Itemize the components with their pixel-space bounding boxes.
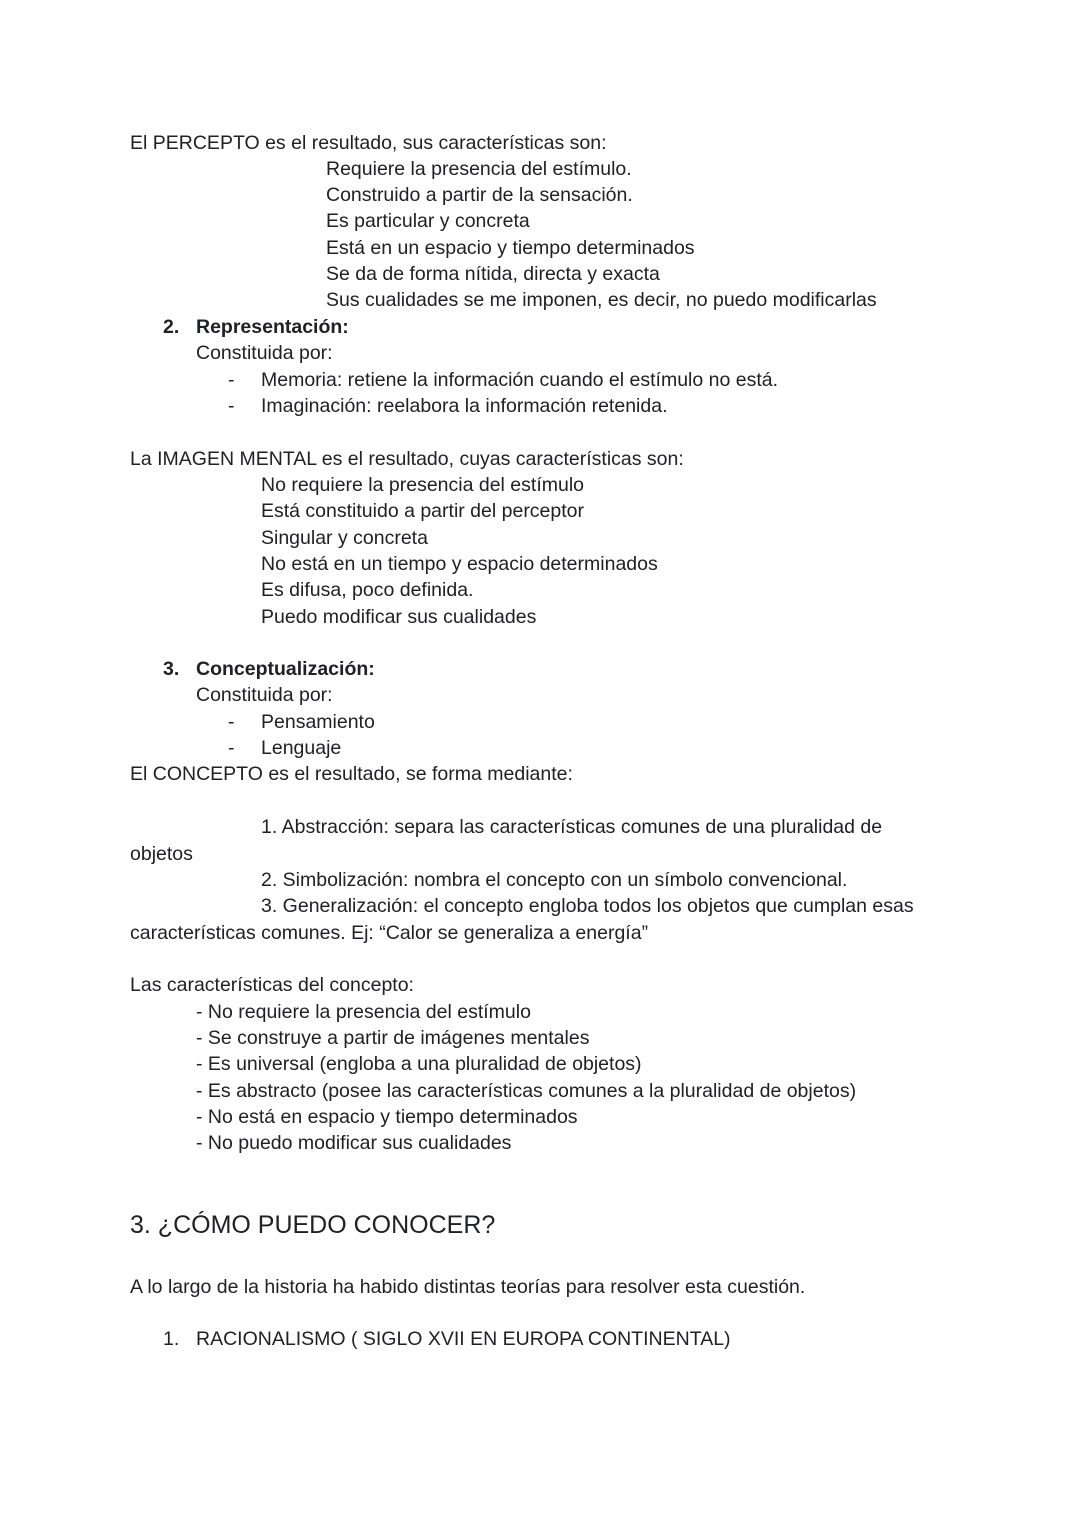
- caracteristicas-intro: Las características del concepto:: [130, 974, 414, 996]
- concepto-generalizacion-cont: características comunes. Ej: “Calor se generaliza a energía”: [130, 922, 649, 944]
- imagen-mental-item: No está en un tiempo y espacio determinados: [261, 553, 658, 575]
- section-intro: A lo largo de la historia ha habido distintas teorías para resolver esta cuestión.: [130, 1276, 806, 1298]
- representacion-item: Imaginación: reelabora la información retenida.: [261, 395, 668, 417]
- list-dash: -: [228, 395, 235, 417]
- caracteristica-item: - No requiere la presencia del estímulo: [196, 1001, 531, 1023]
- percepto-item: Sus cualidades se me imponen, es decir, no puedo modificarlas: [326, 289, 877, 311]
- imagen-mental-item: Puedo modificar sus cualidades: [261, 606, 537, 628]
- representacion-number: 2.: [163, 316, 180, 338]
- concepto-generalizacion: 3. Generalización: el concepto engloba todos los objetos que cumplan esas: [261, 895, 914, 917]
- imagen-mental-intro: La IMAGEN MENTAL es el resultado, cuyas características son:: [130, 448, 684, 470]
- conceptualizacion-title: Conceptualización:: [196, 658, 375, 680]
- conceptualizacion-constituida: Constituida por:: [196, 684, 333, 706]
- imagen-mental-item: No requiere la presencia del estímulo: [261, 474, 585, 496]
- concepto-intro: El CONCEPTO es el resultado, se forma mediante:: [130, 763, 573, 785]
- list-dash: -: [228, 711, 235, 733]
- imagen-mental-item: Singular y concreta: [261, 527, 428, 549]
- caracteristica-item: - Es abstracto (posee las características comunes a la pluralidad de objetos): [196, 1080, 857, 1102]
- caracteristica-item: - Es universal (engloba a una pluralidad de objetos): [196, 1053, 642, 1075]
- list-dash: -: [228, 369, 235, 391]
- representacion-title: Representación:: [196, 316, 349, 338]
- imagen-mental-item: Está constituido a partir del perceptor: [261, 500, 585, 522]
- representacion-item: Memoria: retiene la información cuando el estímulo no está.: [261, 369, 779, 391]
- percepto-item: Está en un espacio y tiempo determinados: [326, 237, 695, 259]
- section-item-text: RACIONALISMO ( SIGLO XVII EN EUROPA CONTINENTAL): [196, 1328, 731, 1350]
- concepto-abstraccion-cont: objetos: [130, 843, 193, 865]
- percepto-item: Es particular y concreta: [326, 210, 530, 232]
- concepto-simbolizacion: 2. Simbolización: nombra el concepto con un símbolo convencional.: [261, 869, 848, 891]
- conceptualizacion-item: Pensamiento: [261, 711, 375, 733]
- percepto-item: Se da de forma nítida, directa y exacta: [326, 263, 660, 285]
- list-dash: -: [228, 737, 235, 759]
- conceptualizacion-item: Lenguaje: [261, 737, 342, 759]
- imagen-mental-item: Es difusa, poco definida.: [261, 579, 474, 601]
- percepto-item: Requiere la presencia del estímulo.: [326, 158, 632, 180]
- section-heading: 3. ¿CÓMO PUEDO CONOCER?: [130, 1211, 496, 1239]
- section-item-number: 1.: [163, 1328, 180, 1350]
- caracteristica-item: - Se construye a partir de imágenes mentales: [196, 1027, 590, 1049]
- caracteristica-item: - No puedo modificar sus cualidades: [196, 1132, 512, 1154]
- percepto-intro: El PERCEPTO es el resultado, sus características son:: [130, 132, 607, 154]
- caracteristica-item: - No está en espacio y tiempo determinados: [196, 1106, 578, 1128]
- representacion-constituida: Constituida por:: [196, 342, 333, 364]
- percepto-item: Construido a partir de la sensación.: [326, 184, 633, 206]
- concepto-abstraccion: 1. Abstracción: separa las características comunes de una pluralidad de: [261, 816, 883, 838]
- conceptualizacion-number: 3.: [163, 658, 180, 680]
